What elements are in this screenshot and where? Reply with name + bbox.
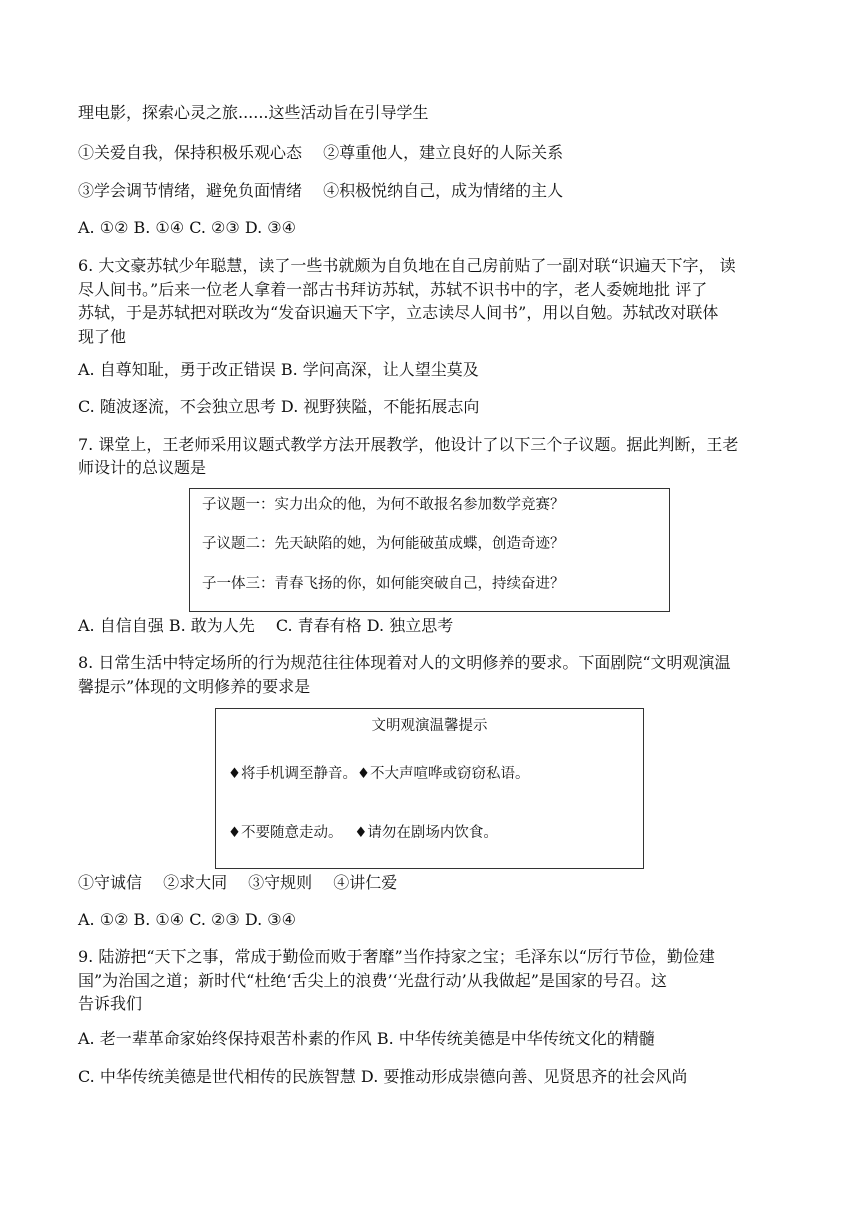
q8-options: ①守诚信 ②求大同 ③守规则 ④讲仁爱 [78, 873, 398, 892]
q6-choices-c-d: C. 随波逐流，不会独立思考 D. 视野狭隘，不能拓展志向 [78, 397, 480, 416]
q5-stem-continuation: 理电影，探索心灵之旅......这些活动旨在引导学生 [78, 103, 429, 122]
q8-stem-line-1: 8. 日常生活中特定场所的行为规范往往体现着对人的文明修养的要求。下面剧院“文明观演温 [78, 653, 731, 672]
q7-sub-topic-1: 子议题一：实力出众的他，为何不敢报名参加数学竞赛？ [202, 497, 565, 513]
theater-notice-row-2: ♦不要随意走动。 ♦请勿在剧场内饮食。 [228, 825, 498, 841]
q7-sub-topic-2: 子议题二：先天缺陷的她，为何能破茧成蝶，创造奇迹？ [202, 536, 565, 552]
q9-stem-line-3: 告诉我们 [78, 994, 143, 1013]
q6-stem-line-4: 现了他 [78, 327, 127, 346]
q7-stem-line-2: 师设计的总议题是 [78, 458, 207, 477]
q7-answer-choices: A. 自信自强 B. 敢为人先 C. 青春有格 D. 独立思考 [78, 616, 454, 635]
q9-stem-line-1: 9. 陆游把“天下之事，常成于勤俭而败于奢靡”当作持家之宝；毛泽东以“厉行节俭，勤俭建 [78, 947, 715, 966]
q6-stem-line-3: 苏轼，于是苏轼把对联改为“发奋识遍天下字，立志读尽人间书”，用以自勉。苏轼改对联体 [78, 303, 719, 322]
q5-options-1-2: ①关爱自我，保持积极乐观心态 ②尊重他人，建立良好的人际关系 [78, 143, 564, 162]
q7-sub-topic-3: 子一体三：青春飞扬的你，如何能突破自己，持续奋进？ [202, 576, 565, 592]
q5-answer-choices: A. ①② B. ①④ C. ②③ D. ③④ [78, 218, 296, 237]
q6-choices-a-b: A. 自尊知耻，勇于改正错误 B. 学问高深，让人望尘莫及 [78, 360, 479, 379]
q9-choices-a-b: A. 老一辈革命家始终保持艰苦朴素的作风 B. 中华传统美德是中华传统文化的精髓 [78, 1029, 655, 1048]
theater-notice-box [215, 708, 644, 869]
q7-stem-line-1: 7. 课堂上，王老师采用议题式教学方法开展教学，他设计了以下三个子议题。据此判断，王老 [78, 435, 739, 454]
q9-choices-c-d: C. 中华传统美德是世代相传的民族智慧 D. 要推动形成崇德向善、见贤思齐的社会风尚 [78, 1067, 688, 1086]
theater-notice-row-1: ♦将手机调至静音。♦不大声喧哗或窃窃私语。 [228, 766, 530, 782]
q6-stem-line-2: 尽人间书。”后来一位老人拿着一部古书拜访苏轼，苏轼不识书中的字，老人委婉地批 评了 [78, 280, 708, 299]
theater-notice-title: 文明观演温馨提示 [371, 718, 488, 734]
q5-options-3-4: ③学会调节情绪，避免负面情绪 ④积极悦纳自己，成为情绪的主人 [78, 181, 564, 200]
q8-stem-line-2: 馨提示”体现的文明修养的要求是 [78, 677, 311, 696]
q9-stem-line-2: 国”为治国之道；新时代“杜绝‘舌尖上的浪费’‘光盘行动’从我做起”是国家的号召。这 [78, 971, 667, 990]
q6-stem-line-1: 6. 大文豪苏轼少年聪慧，读了一些书就颇为自负地在自己房前贴了一副对联“识遍天下字， 读 [78, 256, 736, 275]
q7-sub-topics-box [189, 488, 670, 612]
q8-answer-choices: A. ①② B. ①④ C. ②③ D. ③④ [78, 910, 296, 929]
